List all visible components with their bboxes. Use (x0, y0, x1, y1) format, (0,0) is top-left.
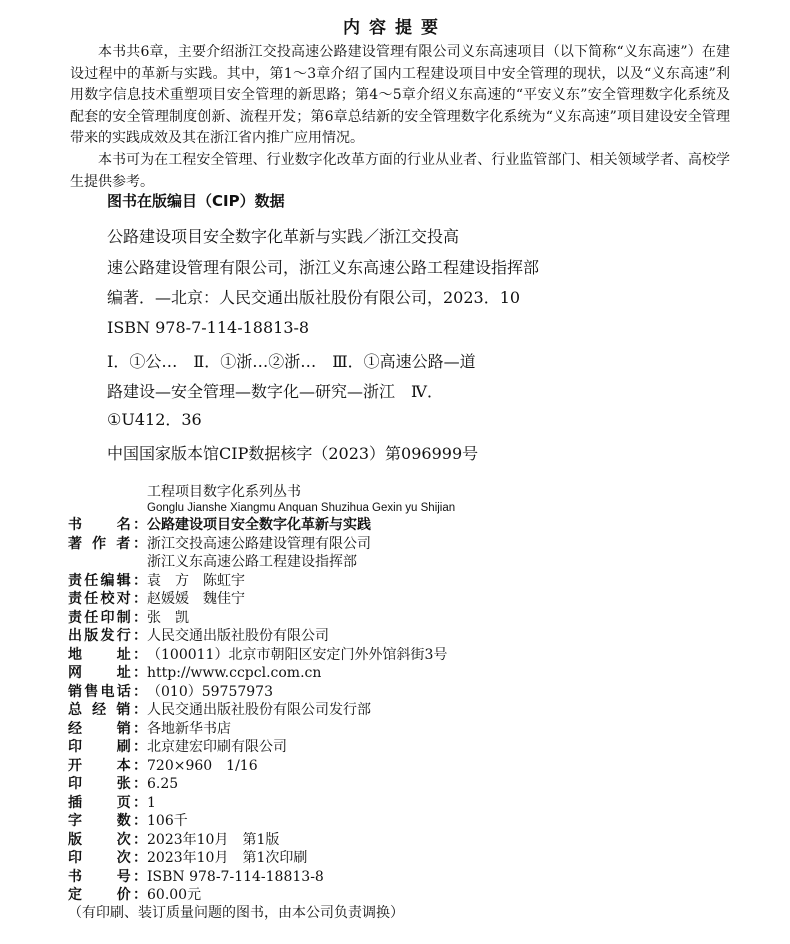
info-label: 字 数： (68, 813, 147, 829)
info-row (68, 646, 447, 665)
series-name: 工程项目数字化系列丛书 (147, 484, 301, 500)
info-row (68, 572, 245, 591)
info-row (68, 683, 273, 702)
title-pinyin: Gonglu Jianshe Xiangmu Anquan Shuzihua Gexin yu Shijian (147, 502, 456, 514)
info-row (68, 627, 329, 646)
cip-line: ①U412．36 (107, 410, 202, 429)
info-label: 书 名： (68, 517, 147, 533)
info-value: 2023年10月 第1版 (147, 831, 280, 848)
quality-note: （有印刷、装订质量问题的图书，由本公司负责调换） (68, 905, 404, 921)
info-row (68, 738, 287, 757)
info-label: 印 张： (68, 776, 147, 792)
info-label: 经 销： (68, 720, 147, 737)
info-label: 责任印制： (68, 609, 147, 626)
info-row (68, 849, 307, 868)
info-value: 公路建设项目安全数字化革新与实践 (147, 517, 371, 533)
info-value: 106千 (147, 813, 188, 829)
info-value: 各地新华书店 (147, 720, 231, 737)
info-label: 总 经 销： (68, 702, 147, 718)
info-label: 著 作 者： (68, 535, 147, 552)
cip-line: Ⅰ．①公… Ⅱ．①浙…②浙… Ⅲ．①高速公路—道 (107, 352, 476, 371)
info-label: 销售电话： (68, 683, 147, 700)
cip-line: 编著．—北京：人民交通出版社股份有限公司，2023．10 (107, 288, 521, 307)
info-label: 印 次： (68, 850, 147, 866)
info-row (68, 831, 279, 850)
cip-line: 路建设—安全管理—数字化—研究—浙江 Ⅳ． (107, 382, 443, 401)
info-value: ISBN 978-7-114-18813-8 (147, 868, 324, 885)
info-value: 张 凯 (147, 609, 189, 626)
info-label: 出版发行： (68, 628, 147, 644)
summary-paragraph: 本书可为在工程安全管理、行业数字化改革方面的行业从业者、行业监管部门、相关领域学者、高校学生提供参考。 (70, 151, 730, 190)
info-row (68, 609, 189, 628)
info-row (68, 664, 321, 683)
info-value: 北京建宏印刷有限公司 (147, 739, 287, 755)
info-value: 人民交通出版社股份有限公司发行部 (147, 702, 371, 718)
info-row (68, 886, 201, 905)
info-row (68, 590, 245, 609)
info-row (68, 553, 357, 572)
info-label: 网 址： (68, 665, 147, 681)
cip-line: 速公路建设管理有限公司，浙江义东高速公路工程建设指挥部 (107, 258, 540, 277)
info-row (68, 868, 324, 887)
info-row (68, 775, 178, 794)
info-value: 2023年10月 第1次印刷 (147, 850, 308, 866)
info-row (68, 720, 231, 739)
info-label: 责任校对： (68, 591, 147, 607)
info-row (68, 757, 258, 776)
info-value: 720×960 1/16 (147, 757, 258, 774)
info-value: 浙江义东高速公路工程建设指挥部 (147, 554, 357, 570)
info-row (68, 812, 188, 831)
info-value: 浙江交投高速公路建设管理有限公司 (147, 535, 371, 552)
summary-paragraph: 本书共6章，主要介绍浙江交投高速公路建设管理有限公司义东高速项目（以下简称“义东高速”）在建设过程中的革新与实践。其中，第1～3章介绍了国内工程建设项目中安全管理的现状，以及“义东高速”利用数字信息技术重塑项目安全管理的新思路；第4～5章介绍义东高速的“平安义东”安全管理数字化系统及配套的安全管理制度创新、流程开发；第6章总结新的安全管理数字化系统为“义东高速”项目建设安全管理带来的实践成效及其在浙江省内推广应用情况。 (70, 44, 730, 147)
info-label: 定 价： (68, 887, 147, 903)
info-value: （010）59757973 (147, 683, 273, 700)
cip-line: 公路建设项目安全数字化革新与实践／浙江交投高 (107, 227, 460, 246)
info-value: 60.00元 (147, 887, 202, 903)
summary-title: 内容提要 (343, 18, 447, 38)
summary-text (70, 42, 730, 193)
cip-line: 中国国家版本馆CIP数据核字（2023）第096999号 (107, 444, 479, 463)
info-value: 赵媛媛 魏佳宁 (147, 591, 245, 607)
info-row (68, 535, 371, 554)
info-label: 版 次： (68, 831, 147, 848)
info-label: 责任编辑： (68, 572, 147, 589)
info-value: 6.25 (147, 776, 179, 792)
info-value: 袁 方 陈虹宇 (147, 572, 245, 589)
info-value: 人民交通出版社股份有限公司 (147, 628, 329, 644)
info-row (68, 701, 371, 720)
info-row (68, 794, 156, 813)
info-label: 地 址： (68, 646, 147, 663)
info-value: 1 (147, 794, 156, 811)
info-row (68, 516, 371, 535)
cip-heading: 图书在版编目（CIP）数据 (107, 192, 285, 210)
cip-line: ISBN 978-7-114-18813-8 (107, 318, 310, 337)
info-value: （100011）北京市朝阳区安定门外外馆斜街3号 (147, 646, 448, 663)
info-label: 插 页： (68, 794, 147, 811)
info-label: 开 本： (68, 757, 147, 774)
info-value: http://www.ccpcl.com.cn (147, 665, 322, 681)
info-label: 书 号： (68, 868, 147, 885)
info-label: 印 刷： (68, 739, 147, 755)
